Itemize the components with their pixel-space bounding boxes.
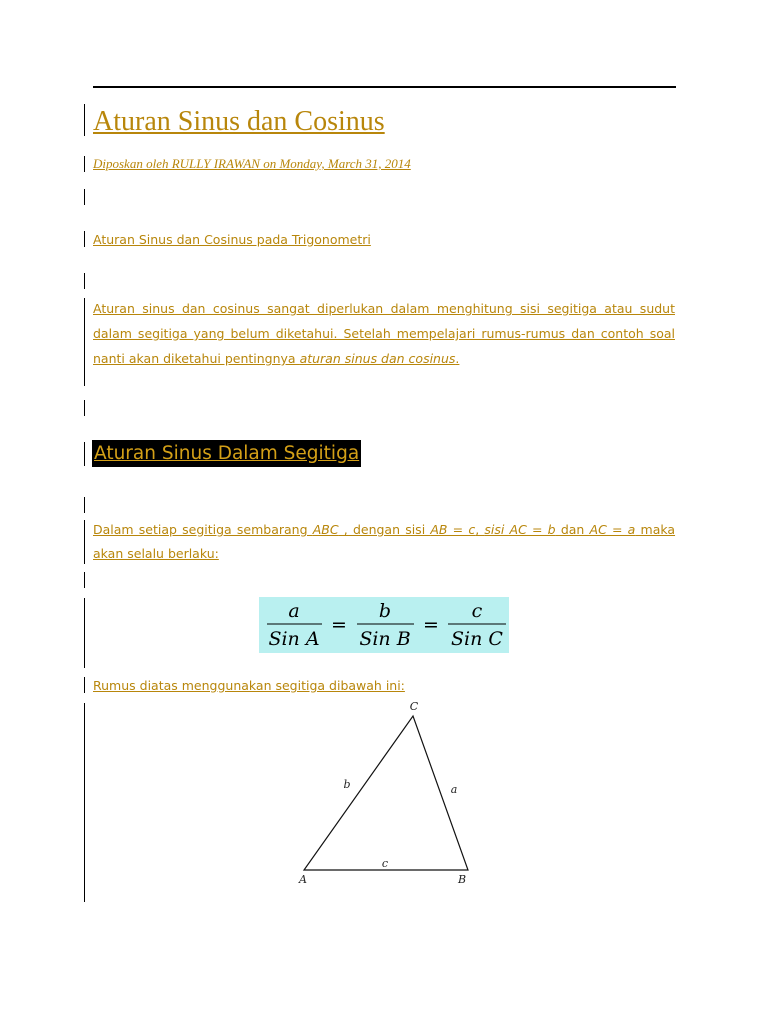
vertex-c-label: C	[409, 700, 419, 713]
rule-text-5: maka akan selalu berlaku:	[93, 522, 676, 561]
text-cursor	[84, 298, 85, 386]
side-b-label: b	[343, 778, 351, 791]
rule-abc: ABC	[312, 522, 339, 537]
text-cursor	[84, 572, 85, 588]
text-cursor	[84, 497, 85, 513]
formula-numerator-b: b	[378, 600, 392, 622]
intro-paragraph	[93, 296, 675, 371]
rule-text-3: ,	[475, 522, 485, 537]
formula-denominator-b: Sin B	[359, 628, 411, 650]
text-cursor	[84, 400, 85, 416]
text-cursor	[84, 703, 85, 902]
text-cursor	[84, 677, 85, 693]
post-title[interactable]: Aturan Sinus dan Cosinus	[93, 106, 385, 137]
sine-rule-formula	[259, 597, 509, 653]
formula-denominator-a: Sin A	[268, 628, 320, 650]
rule-paragraph	[93, 518, 675, 566]
rule-text-4: dan	[555, 522, 590, 537]
rule-text-1: Dalam setiap segitiga sembarang	[93, 522, 313, 537]
equals-sign: =	[331, 614, 347, 636]
rule-ab: AB = c	[430, 522, 476, 537]
text-cursor	[84, 442, 85, 466]
formula-denominator-c: Sin C	[451, 628, 503, 650]
side-c-label: c	[381, 857, 389, 870]
post-byline[interactable]: Diposkan oleh RULLY IRAWAN on Monday, March 31, 2014	[93, 156, 411, 171]
section-heading: Aturan Sinus Dalam Segitiga	[92, 440, 361, 467]
text-cursor	[84, 104, 85, 136]
text-cursor	[84, 520, 85, 564]
text-cursor	[84, 189, 85, 205]
figure-caption: Rumus diatas menggunakan segitiga dibawah ini:	[93, 678, 405, 693]
top-divider	[93, 86, 676, 88]
triangle-shape	[304, 716, 468, 870]
equals-sign: =	[423, 614, 439, 636]
text-cursor	[84, 231, 85, 247]
formula-numerator-a: a	[288, 600, 300, 622]
intro-emphasis: aturan sinus dan cosinus	[299, 351, 456, 366]
text-cursor	[84, 156, 85, 172]
intro-text: Aturan sinus dan cosinus sangat diperlukan dalam menghitung sisi segitiga atau sudut dalam segitiga yang belum diketahui. Setelah mempelajari rumus-rumus dan contoh soal nanti akan diketahui pentingnya	[93, 301, 675, 366]
text-cursor	[84, 598, 85, 668]
rule-text-2: , dengan sisi	[338, 522, 431, 537]
post-subtitle[interactable]: Aturan Sinus dan Cosinus pada Trigonometri	[93, 232, 371, 247]
side-a-label: a	[450, 783, 458, 796]
intro-end: .	[455, 351, 460, 366]
text-cursor	[84, 273, 85, 289]
rule-ac: sisi AC = b	[484, 522, 556, 537]
triangle-figure	[290, 696, 490, 892]
rule-bc: AC = a	[589, 522, 636, 537]
vertex-b-label: B	[457, 873, 467, 886]
vertex-a-label: A	[299, 873, 307, 886]
formula-numerator-c: c	[471, 600, 483, 622]
